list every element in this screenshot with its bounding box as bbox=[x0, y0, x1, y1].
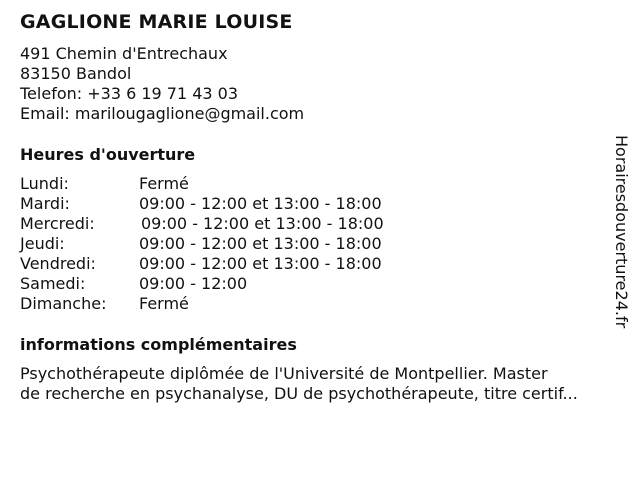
day-label: Mercredi: bbox=[20, 214, 95, 233]
opening-hours-title: Heures d'ouverture bbox=[20, 145, 196, 164]
day-label: Dimanche: bbox=[20, 294, 107, 313]
additional-info-line-1: Psychothérapeute diplômée de l'Université de Montpellier. Master bbox=[20, 364, 548, 383]
time-value: Fermé bbox=[139, 174, 189, 193]
address-line: 491 Chemin d'Entrechaux bbox=[20, 44, 228, 63]
time-value: 09:00 - 12:00 et 13:00 - 18:00 bbox=[139, 234, 382, 253]
day-label: Vendredi: bbox=[20, 254, 96, 273]
additional-info-line-2: de recherche en psychanalyse, DU de psychothérapeute, titre certif... bbox=[20, 384, 578, 403]
additional-info-title: informations complémentaires bbox=[20, 335, 297, 354]
additional-info-text bbox=[20, 364, 630, 404]
day-label: Mardi: bbox=[20, 194, 70, 213]
time-value: 09:00 - 12:00 et 13:00 - 18:00 bbox=[141, 214, 384, 233]
day-label: Samedi: bbox=[20, 274, 86, 293]
day-label: Jeudi: bbox=[20, 234, 65, 253]
contact-block bbox=[20, 44, 304, 124]
time-value: 09:00 - 12:00 et 13:00 - 18:00 bbox=[139, 194, 382, 213]
time-value: Fermé bbox=[139, 294, 189, 313]
day-label: Lundi: bbox=[20, 174, 69, 193]
phone-line: Telefon: +33 6 19 71 43 03 bbox=[20, 84, 239, 103]
time-value: 09:00 - 12:00 et 13:00 - 18:00 bbox=[139, 254, 382, 273]
email-line: Email: marilougaglione@gmail.com bbox=[20, 104, 305, 123]
business-name: GAGLIONE MARIE LOUISE bbox=[20, 11, 293, 33]
time-value: 09:00 - 12:00 bbox=[139, 274, 248, 293]
city-line: 83150 Bandol bbox=[20, 64, 132, 83]
site-watermark: Horairesdouverture24.fr bbox=[612, 135, 631, 329]
